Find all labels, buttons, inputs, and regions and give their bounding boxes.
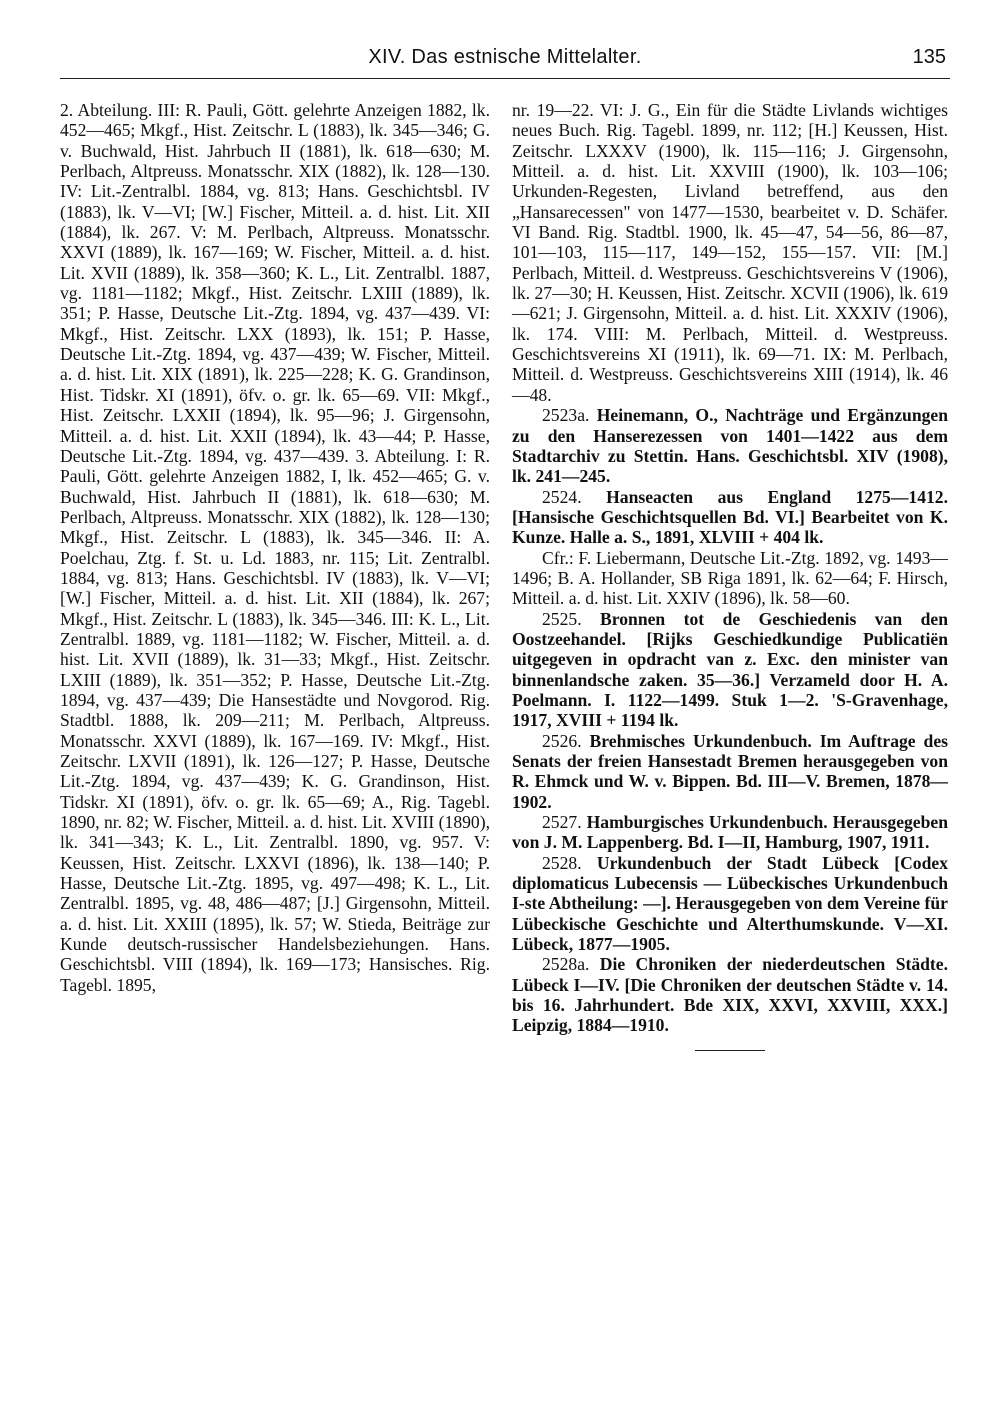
- entry-number: 2528a.: [542, 954, 590, 975]
- entry-2528: [512, 853, 948, 955]
- entry-title: Urkundenbuch der Stadt Lübeck [Codex diplomaticus Lubecensis — Lübeckisches Urkundenbuch I-ste Abtheilung: —]. Herausgegeben von dem Vereine für Lübeckische Geschichte und Alterthumskunde. V—XI. Lübeck, 1877—1905.: [512, 852, 948, 955]
- entry-number: 2527.: [542, 812, 582, 833]
- entry-title: Bronnen tot de Geschiedenis van den Oostzeehandel. [Rijks Geschiedkundige Publicatiën uitgegeven in opdracht van z. Exc. den minister van binnenlandsche zaken. 35—36.] Verzameld door H. A. Poelmann. I. 1122—1499. Stuk 1—2. 'S-Gravenhage, 1917, XVIII + 1194 lk.: [512, 608, 948, 731]
- end-rule: [695, 1050, 765, 1051]
- entry-2524: [512, 487, 948, 548]
- right-column-continuation: nr. 19—22. VI: J. G., Ein für die Städte Livlands wichtiges neues Buch. Rig. Tagebl. 1899, nr. 112; [H.] Keussen, Hist. Zeitschr. LXXXV (1900), lk. 115—116; J. Girgensohn, Mitteil. a. d. hist. Lit. XXVIII (1900), lk. 103—106; Urkunden-Regesten, Livland betreffend, aus den „Hansarecessen" von 1477—1530, bearbeitet v. D. Schäfer. VI Band. Rig. Stadtbl. 1900, lk. 45—47, 54—56, 86—87, 101—103, 115—117, 149—152, 155—157. VII: [M.] Perlbach, Mitteil. d. Westpreuss. Geschichtsvereins V (1906), lk. 27—30; H. Keussen, Hist. Zeitschr. XCVII (1906), lk. 619—621; J. Girgensohn, Mitteil. a. d. hist. Lit. XXXIV (1906), lk. 174. VIII: M. Perlbach, Mitteil. d. Westpreuss. Geschichtsvereins XI (1911), lk. 69—71. IX: M. Perlbach, Mitteil. d. Westpreuss. Geschichtsvereins XIII (1914), lk. 46—48.: [512, 100, 948, 405]
- entry-number: 2523a.: [542, 405, 590, 426]
- header-rule: [60, 78, 950, 79]
- entry-number: 2526.: [542, 730, 582, 751]
- entry-2524-cfr: Cfr.: F. Liebermann, Deutsche Lit.-Ztg. 1892, vg. 1493—1496; B. A. Hollander, SB Riga 1891, lk. 62—64; F. Hirsch, Mitteil. a. d. hist. Lit. XXIV (1896), lk. 58—60.: [512, 547, 948, 609]
- entry-title: Die Chroniken der niederdeutschen Städte. Lübeck I—IV. [Die Chroniken der deutschen Städte v. 14. bis 16. Jahrhundert. Bde XIX, XXVI, XXVIII, XXX.] Leipzig, 1884—1910.: [512, 954, 949, 1036]
- running-head: [60, 44, 950, 78]
- entry-2528a: [512, 954, 948, 1035]
- entry-number: 2525.: [542, 608, 582, 629]
- right-column: [512, 100, 948, 1051]
- page-number: 135: [912, 46, 946, 68]
- entry-title: Brehmisches Urkundenbuch. Im Auftrage des Senats der freien Hansestadt Bremen herausgegeben von R. Ehmck und W. v. Bippen. Bd. III—V. Bremen, 1878—1902.: [512, 730, 948, 812]
- entry-2523a: [512, 405, 948, 486]
- entry-title: Hanseacten aus England 1275—1412. [Hansische Geschichtsquellen Bd. VI.] Bearbeitet von K. Kunze. Halle a. S., 1891, XLVIII + 404 lk.: [512, 486, 948, 548]
- entry-2527: [512, 812, 948, 853]
- left-column-text: 2. Abteilung. III: R. Pauli, Gött. gelehrte Anzeigen 1882, lk. 452—465; Mkgf., Hist. Zeitschr. L (1883), lk. 345—346; G. v. Buchwald, Hist. Jahrbuch II (1881), lk. 618—630; M. Perlbach, Altpreuss. Monatsschr. XIX (1882), lk. 128—130. IV: Lit.-Zentralbl. 1884, vg. 813; Hans. Geschichtsbl. IV (1883), lk. V—VI; [W.] Fischer, Mitteil. a. d. hist. Lit. XII (1884), lk. 267. V: M. Perlbach, Altpreuss. Monatsschr. XXVI (1889), lk. 167—169; W. Fischer, Mitteil. a. d. hist. Lit. XVII (1889), lk. 358—360; K. L., Lit. Zentralbl. 1887, vg. 1181—1182; Mkgf., Hist. Zeitschr. LXIII (1889), lk. 351; P. Hasse, Deutsche Lit.-Ztg. 1894, vg. 437—439. VI: Mkgf., Hist. Zeitschr. LXX (1893), lk. 151; P. Hasse, Deutsche Lit.-Ztg. 1894, vg. 437—439; W. Fischer, Mitteil. a. d. hist. Lit. XIX (1891), lk. 225—228; K. G. Grandinson, Hist. Tidskr. XI (1891), öfv. o. gr. lk. 65—69. VII: Mkgf., Hist. Zeitschr. LXXII (1894), lk. 95—96; J. Girgensohn, Mitteil. a. d. hist. Lit. XXII (1894), lk. 43—44; P. Hasse, Deutsche Lit.-Ztg. 1894, vg. 437—439. 3. Abteilung. I: R. Pauli, Gött. gelehrte Anzeigen 1882, I, lk. 452—465; G. v. Buchwald, Hist. Jahrbuch II (1881), lk. 618—630; M. Perlbach, Altpreuss. Monatsschr. XIX (1882), lk. 128—130; Mkgf., Hist. Zeitschr. L (1883), lk. 345—346. II: A. Poelchau, Ztg. f. St. u. Ld. 1883, nr. 115; Lit. Zentralbl. 1884, vg. 813; Hans. Geschichtsbl. IV (1883), lk. V—VI; [W.] Fischer, Mitteil. a. d. hist. Lit. XII (1884), lk. 267; Mkgf., Hist. Zeitschr. L (1883), lk. 345—346. III: K. L., Lit. Zentralbl. 1889, vg. 1181—1182; W. Fischer, Mitteil. a. d. hist. Lit. XVII (1889), lk. 31—33; Mkgf., Hist. Zeitschr. LXIII (1889), lk. 351—352; P. Hasse, Deutsche Lit.-Ztg. 1894, vg. 437—439; Die Hansestädte und Novgorod. Rig. Stadtbl. 1888, lk. 209—211; M. Perlbach, Altpreuss. Monatsschr. XXVI (1889), lk. 167—169. IV: Mkgf., Hist. Zeitschr. LXVII (1891), lk. 126—127; P. Hasse, Deutsche Lit.-Ztg. 1894, vg. 437—439; K. G. Grandinson, Hist. Tidskr. XI (1891), öfv. o. gr. lk. 65—69; A., Rig. Tagebl. 1890, nr. 82; W. Fischer, Mitteil. a. d. hist. Lit. XVIII (1890), lk. 341—343; K. L., Lit. Zentralbl. 1890, vg. 957. V: Keussen, Hist. Zeitschr. LXXVI (1896), lk. 138—140; P. Hasse, Deutsche Lit.-Ztg. 1895, vg. 497—498; K. L., Lit. Zentralbl. 1895, vg. 48, 486—487; [J.] Girgensohn, Mitteil. a. d. hist. Lit. XXIII (1895), lk. 57; W. Stieda, Beiträge zur Kunde deutsch-russischer Handelsbeziehungen. Hans. Geschichtsbl. VIII (1894), lk. 169—173; Hansisches. Rig. Tagebl. 1895,: [60, 100, 490, 995]
- entry-number: 2524.: [542, 486, 582, 507]
- entry-2526: [512, 731, 948, 812]
- chapter-title: XIV. Das estnische Mittelalter.: [368, 46, 642, 68]
- entry-title: Heinemann, O., Nachträge und Ergänzungen zu den Hanserezessen von 1401—1422 aus dem Stadtarchiv zu Stettin. Hans. Geschichtsbl. XIV (1908), lk. 241—245.: [512, 405, 949, 487]
- left-column: [60, 100, 490, 995]
- entry-number: 2528.: [542, 852, 582, 873]
- entry-title: Hamburgisches Urkundenbuch. Herausgegeben von J. M. Lappenberg. Bd. I—II, Hamburg, 1907, 1911.: [512, 812, 948, 853]
- entry-2525: [512, 609, 948, 731]
